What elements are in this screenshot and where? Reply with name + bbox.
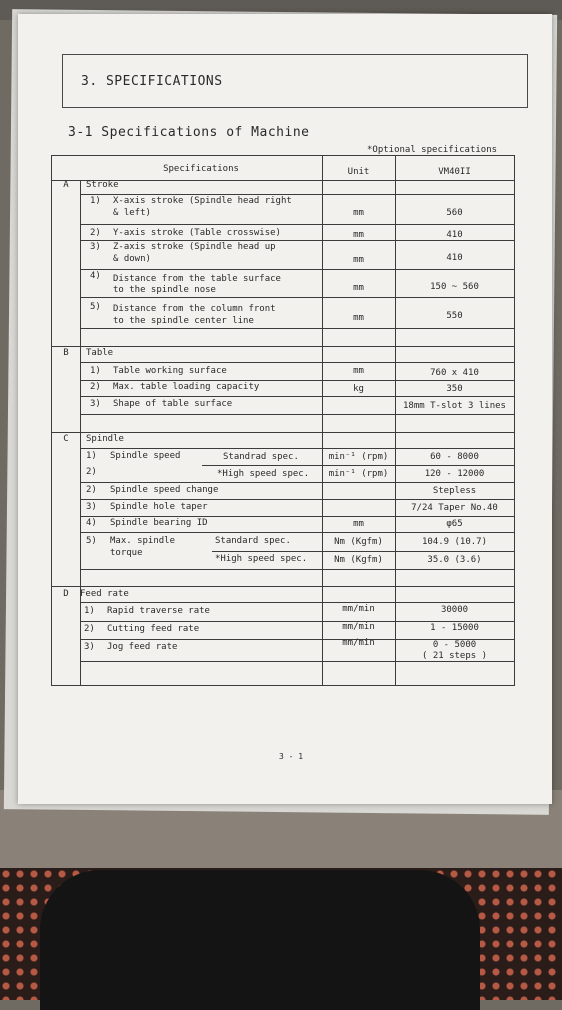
- table-divider: [52, 432, 514, 433]
- row-label: Rapid traverse rate: [107, 606, 210, 616]
- table-divider: [80, 297, 514, 298]
- section-title-table: Table: [86, 348, 114, 358]
- row-label-cont: & left): [113, 208, 151, 218]
- table-divider: [80, 396, 514, 397]
- section-letter-d: D: [63, 589, 69, 599]
- row-number: 2): [90, 382, 101, 392]
- row-label: Y-axis stroke (Table crosswise): [113, 228, 281, 238]
- row-number: 5): [90, 302, 101, 312]
- row-label-cont: to the spindle nose: [113, 285, 216, 295]
- table-divider: [80, 362, 514, 363]
- table-divider: [80, 448, 514, 449]
- section-letter-a: A: [63, 180, 69, 190]
- table-divider: [52, 346, 514, 347]
- row-value: Stepless: [432, 486, 477, 496]
- section-title-spindle: Spindle: [86, 434, 124, 444]
- table-divider: [80, 602, 514, 603]
- row-value: 550: [446, 311, 463, 321]
- row-number: 2): [86, 467, 97, 477]
- spec-table: [51, 155, 515, 686]
- row-label: X-axis stroke (Spindle head right: [113, 196, 292, 206]
- row-unit: mm: [353, 519, 364, 529]
- row-unit: mm/min: [342, 604, 375, 614]
- background-shadow: [40, 870, 480, 1010]
- row-value: 60 - 8000: [430, 452, 479, 462]
- table-divider: [80, 516, 514, 517]
- row-unit: Nm (Kgfm): [334, 555, 383, 565]
- row-unit: min⁻¹ (rpm): [328, 452, 389, 462]
- page-heading: 3. SPECIFICATIONS: [81, 74, 223, 89]
- row-unit: min⁻¹ (rpm): [328, 469, 389, 479]
- row-value: 410: [446, 253, 463, 263]
- table-divider: [52, 180, 514, 181]
- row-unit: mm/min: [342, 622, 375, 632]
- page-number: 3 - 1: [279, 752, 304, 761]
- row-number: 2): [86, 485, 97, 495]
- row-label: Distance from the column front: [113, 304, 276, 314]
- row-value: 0 - 5000: [432, 640, 477, 650]
- row-number: 1): [86, 451, 97, 461]
- table-divider: [80, 224, 514, 225]
- row-label: Z-axis stroke (Spindle head up: [113, 242, 276, 252]
- row-unit: mm: [353, 255, 364, 265]
- row-number: 4): [86, 518, 97, 528]
- row-unit: Nm (Kgfm): [334, 537, 383, 547]
- row-value: 7/24 Taper No.40: [411, 503, 498, 513]
- heading-box: [62, 54, 528, 108]
- header-model: VM40II: [438, 167, 471, 177]
- row-label: Max. spindle: [110, 536, 176, 546]
- table-divider: [80, 269, 514, 270]
- row-sub-label: Standrad spec.: [223, 452, 299, 462]
- row-sub-label: *High speed spec.: [217, 469, 310, 479]
- section-title-feed-rate: Feed rate: [80, 589, 129, 599]
- row-unit: kg: [353, 384, 364, 394]
- row-number: 1): [90, 366, 101, 376]
- table-divider: [80, 532, 514, 533]
- table-divider: [212, 551, 514, 552]
- section-subheading: 3-1 Specifications of Machine: [68, 125, 310, 140]
- table-divider: [80, 569, 514, 570]
- row-value: φ65: [446, 519, 463, 529]
- section-letter-b: B: [63, 348, 69, 358]
- row-label: Spindle speed: [110, 451, 181, 461]
- section-letter-c: C: [63, 434, 69, 444]
- row-number: 4): [90, 271, 101, 281]
- row-label: Spindle hole taper: [110, 502, 208, 512]
- row-label: Spindle bearing ID: [110, 518, 208, 528]
- row-value: 1 - 15000: [430, 623, 479, 633]
- row-value: 560: [446, 208, 463, 218]
- row-sub-label: Standard spec.: [215, 536, 291, 546]
- row-number: 2): [84, 624, 95, 634]
- row-number: 3): [90, 399, 101, 409]
- row-unit: mm: [353, 313, 364, 323]
- row-value: 410: [446, 230, 463, 240]
- row-label: Jog feed rate: [107, 642, 178, 652]
- row-unit: mm: [353, 208, 364, 218]
- row-label: Spindle speed change: [110, 485, 219, 495]
- table-divider: [80, 482, 514, 483]
- table-divider: [80, 499, 514, 500]
- row-value: 104.9 (10.7): [421, 537, 488, 547]
- row-value: 150 ~ 560: [430, 282, 479, 292]
- optional-note: *Optional specifications: [367, 145, 498, 155]
- row-value: 35.0 (3.6): [427, 555, 482, 565]
- table-divider: [80, 380, 514, 381]
- table-divider: [80, 621, 514, 622]
- row-number: 3): [90, 242, 101, 252]
- row-number: 3): [86, 502, 97, 512]
- table-divider: [80, 414, 514, 415]
- row-number: 5): [86, 536, 97, 546]
- table-divider: [52, 586, 514, 587]
- table-divider: [80, 194, 514, 195]
- table-divider: [80, 180, 81, 686]
- section-title-stroke: Stroke: [86, 180, 119, 190]
- row-unit: mm: [353, 230, 364, 240]
- row-number: 3): [84, 642, 95, 652]
- header-unit: Unit: [347, 167, 370, 177]
- row-label-cont: to the spindle center line: [113, 316, 254, 326]
- row-unit: mm: [353, 366, 364, 376]
- row-label: Max. table loading capacity: [113, 382, 260, 392]
- row-value: 350: [446, 384, 463, 394]
- table-divider: [202, 465, 514, 466]
- row-number: 1): [84, 606, 95, 616]
- row-label: Table working surface: [113, 366, 227, 376]
- row-value: 30000: [440, 605, 469, 615]
- row-value: ( 21 steps ): [421, 651, 488, 661]
- row-label: Distance from the table surface: [113, 274, 281, 284]
- table-divider: [80, 328, 514, 329]
- row-label: Shape of table surface: [113, 399, 233, 409]
- row-value: 18mm T-slot 3 lines: [403, 401, 506, 411]
- row-label-cont: & down): [113, 254, 151, 264]
- row-unit: mm/min: [342, 638, 375, 648]
- row-number: 1): [90, 196, 101, 206]
- row-unit: mm: [353, 283, 364, 293]
- row-value: 120 - 12000: [424, 469, 485, 479]
- header-specifications: Specifications: [163, 164, 239, 174]
- row-label-cont: torque: [110, 548, 143, 558]
- row-sub-label: *High speed spec.: [215, 554, 308, 564]
- row-label: Cutting feed rate: [107, 624, 200, 634]
- row-value: 760 x 410: [430, 368, 479, 378]
- row-number: 2): [90, 228, 101, 238]
